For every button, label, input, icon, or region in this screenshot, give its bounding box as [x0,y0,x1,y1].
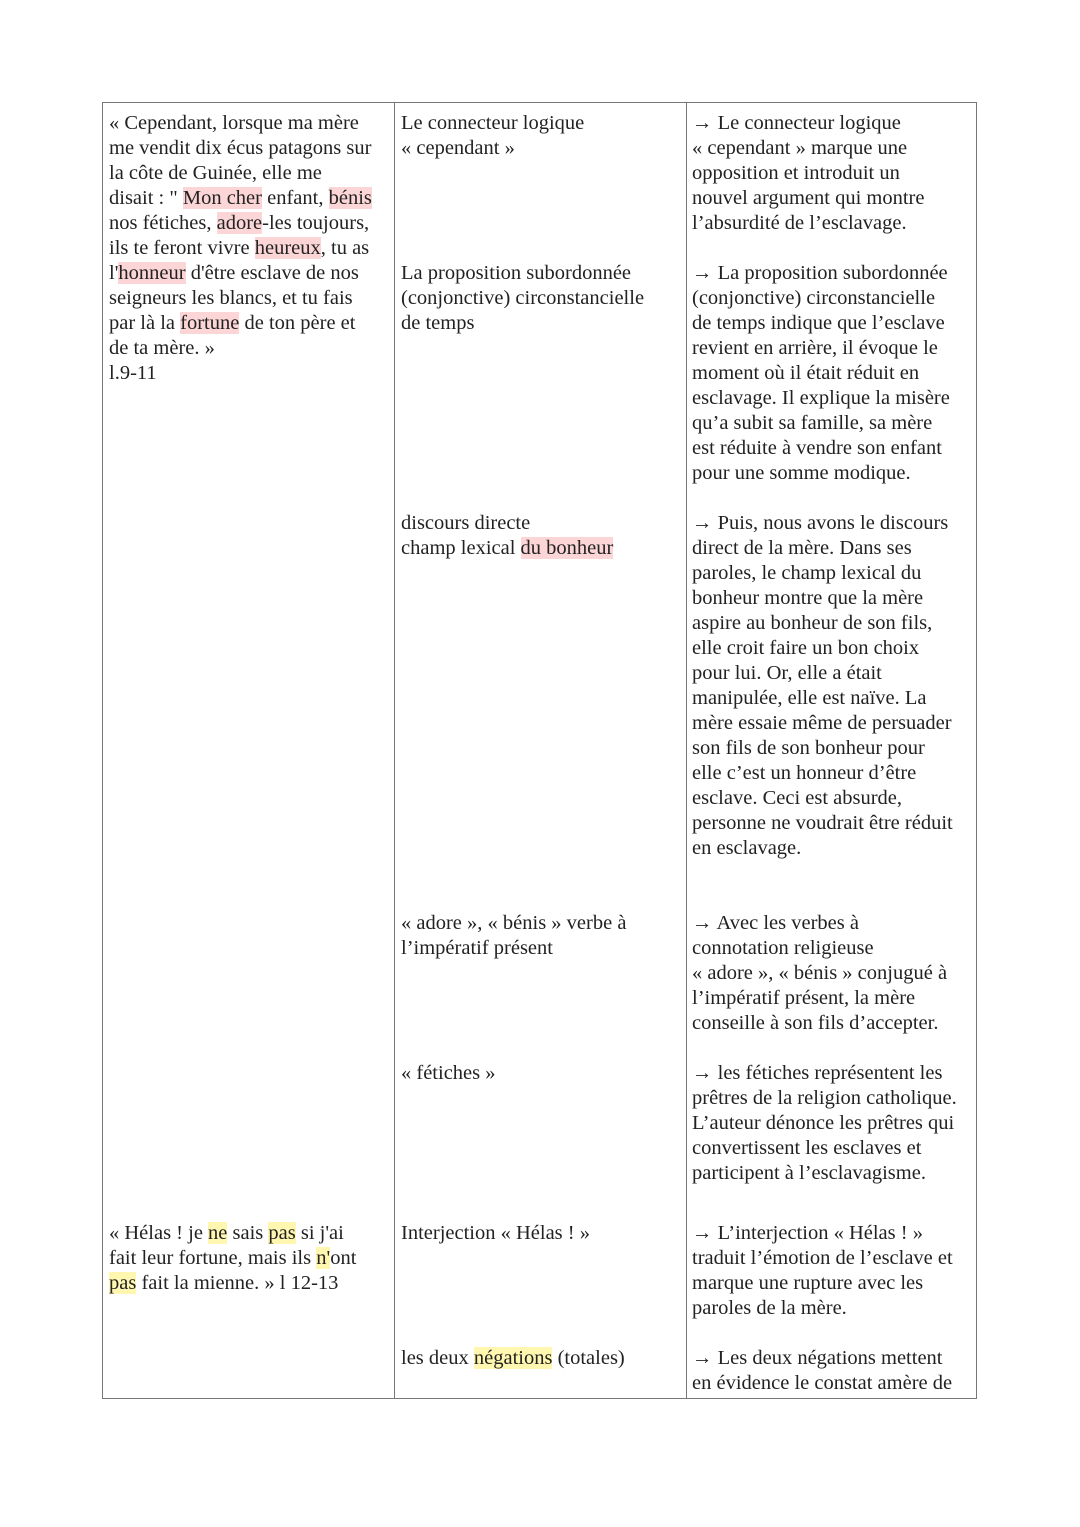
text-line: est réduite à vendre son enfant [692,437,942,459]
text-line: « cependant » marque une [692,137,908,159]
analyse-cell [692,1346,952,1396]
highlighted-text: du bonheur [520,537,614,559]
text-line: qu’a subit sa famille, sa mère [692,412,933,434]
text-line: de temps [401,312,475,334]
text-line: pour une somme modique. [692,462,911,484]
text-line: opposition et introduit un [692,162,900,184]
text-line: disait : " Mon cher enfant, bénis [109,187,372,209]
analyse-cell [692,111,924,236]
text-line: moment où il était réduit en [692,362,920,384]
text-line: esclavage. Il explique la misère [692,387,950,409]
procede-cell [401,1346,625,1371]
highlighted-text: adore [216,212,263,234]
text-line: (conjonctive) circonstancielle [692,287,936,309]
column-divider [686,103,687,1398]
text-line: elle c’est un honneur d’être [692,762,917,784]
highlighted-text: Mon cher [182,187,262,209]
procede-cell [401,1061,496,1086]
text-line: → les fétiches représentent les [692,1062,943,1084]
procede-cell [401,511,613,561]
text-line: « adore », « bénis » verbe à [401,912,627,934]
text-line: revient en arrière, il évoque le [692,337,938,359]
text-line: son fils de son bonheur pour [692,737,925,759]
highlighted-text: pas [268,1222,296,1244]
text-line: « Hélas ! je ne sais pas si j'ai [109,1222,344,1244]
text-line: champ lexical du bonheur [401,537,614,559]
text-line: → La proposition subordonnée [692,262,948,284]
text-line: ils te feront vivre heureux, tu as [109,237,370,259]
text-line: l'honneur d'être esclave de nos [109,262,359,284]
text-line: de temps indique que l’esclave [692,312,945,334]
text-line: en évidence le constat amère de [692,1372,953,1394]
text-line: Interjection « Hélas ! » [401,1222,590,1244]
text-line: nos fétiches, adore-les toujours, [109,212,370,234]
analyse-cell [692,261,950,486]
highlighted-text: fortune [180,312,240,334]
text-line: « cependant » [401,137,515,159]
column-divider [394,103,395,1398]
text-line: participent à l’esclavagisme. [692,1162,926,1184]
highlighted-text: honneur [118,262,186,284]
text-line: l.9-11 [109,362,157,384]
procede-cell [401,111,584,161]
text-line: en esclavage. [692,837,802,859]
analyse-cell [692,1221,953,1321]
text-line: discours directe [401,512,531,534]
text-line: seigneurs les blancs, et tu fais [109,287,353,309]
text-line: les deux négations (totales) [401,1347,625,1369]
text-line: « adore », « bénis » conjugué à [692,962,948,984]
highlighted-text: bénis [328,187,372,209]
text-line: me vendit dix écus patagons sur [109,137,372,159]
procede-cell [401,1221,590,1246]
text-line: direct de la mère. Dans ses [692,537,912,559]
analysis-table [102,102,977,1399]
highlighted-text: pas [109,1272,137,1294]
text-line: « Cependant, lorsque ma mère [109,112,359,134]
text-line: par là la fortune de ton père et [109,312,356,334]
highlighted-text: ne [208,1222,228,1244]
text-line: (conjonctive) circonstancielle [401,287,645,309]
analyse-cell [692,1061,957,1186]
highlighted-text: n' [316,1247,331,1269]
text-line: conseille à son fils d’accepter. [692,1012,939,1034]
text-line: Le connecteur logique [401,112,585,134]
text-line: « fétiches » [401,1062,496,1084]
text-line: esclave. Ceci est absurde, [692,787,903,809]
text-line: paroles de la mère. [692,1297,847,1319]
highlighted-text: négations [473,1347,553,1369]
text-line: La proposition subordonnée [401,262,632,284]
text-line: la côte de Guinée, elle me [109,162,322,184]
text-line: de ta mère. » [109,337,215,359]
text-line: l’impératif présent [401,937,553,959]
text-line: nouvel argument qui montre [692,187,925,209]
text-line: → Les deux négations mettent [692,1347,943,1369]
text-line: bonheur montre que la mère [692,587,924,609]
analyse-cell [692,511,953,861]
text-line: convertissent les esclaves et [692,1137,922,1159]
text-line: fait leur fortune, mais ils n'ont [109,1247,357,1269]
text-line: pour lui. Or, elle a était [692,662,882,684]
text-line: pas fait la mienne. » l 12-13 [109,1272,339,1294]
procede-cell [401,261,644,336]
highlighted-text: heureux [254,237,321,259]
quote-cell [109,1221,356,1296]
text-line: elle croit faire un bon choix [692,637,920,659]
text-line: → Puis, nous avons le discours [692,512,949,534]
text-line: → L’interjection « Hélas ! » [692,1222,923,1244]
text-line: mère essaie même de persuader [692,712,952,734]
text-line: aspire au bonheur de son fils, [692,612,933,634]
text-line: → Avec les verbes à [692,912,859,934]
text-line: L’auteur dénonce les prêtres qui [692,1112,955,1134]
text-line: connotation religieuse [692,937,874,959]
text-line: → Le connecteur logique [692,112,901,134]
text-line: marque une rupture avec les [692,1272,924,1294]
text-line: l’absurdité de l’esclavage. [692,212,907,234]
text-line: traduit l’émotion de l’esclave et [692,1247,953,1269]
text-line: personne ne voudrait être réduit [692,812,953,834]
procede-cell [401,911,626,961]
text-line: paroles, le champ lexical du [692,562,922,584]
text-line: prêtres de la religion catholique. [692,1087,957,1109]
analyse-cell [692,911,947,1036]
quote-cell [109,111,372,386]
text-line: l’impératif présent, la mère [692,987,916,1009]
text-line: manipulée, elle est naïve. La [692,687,927,709]
